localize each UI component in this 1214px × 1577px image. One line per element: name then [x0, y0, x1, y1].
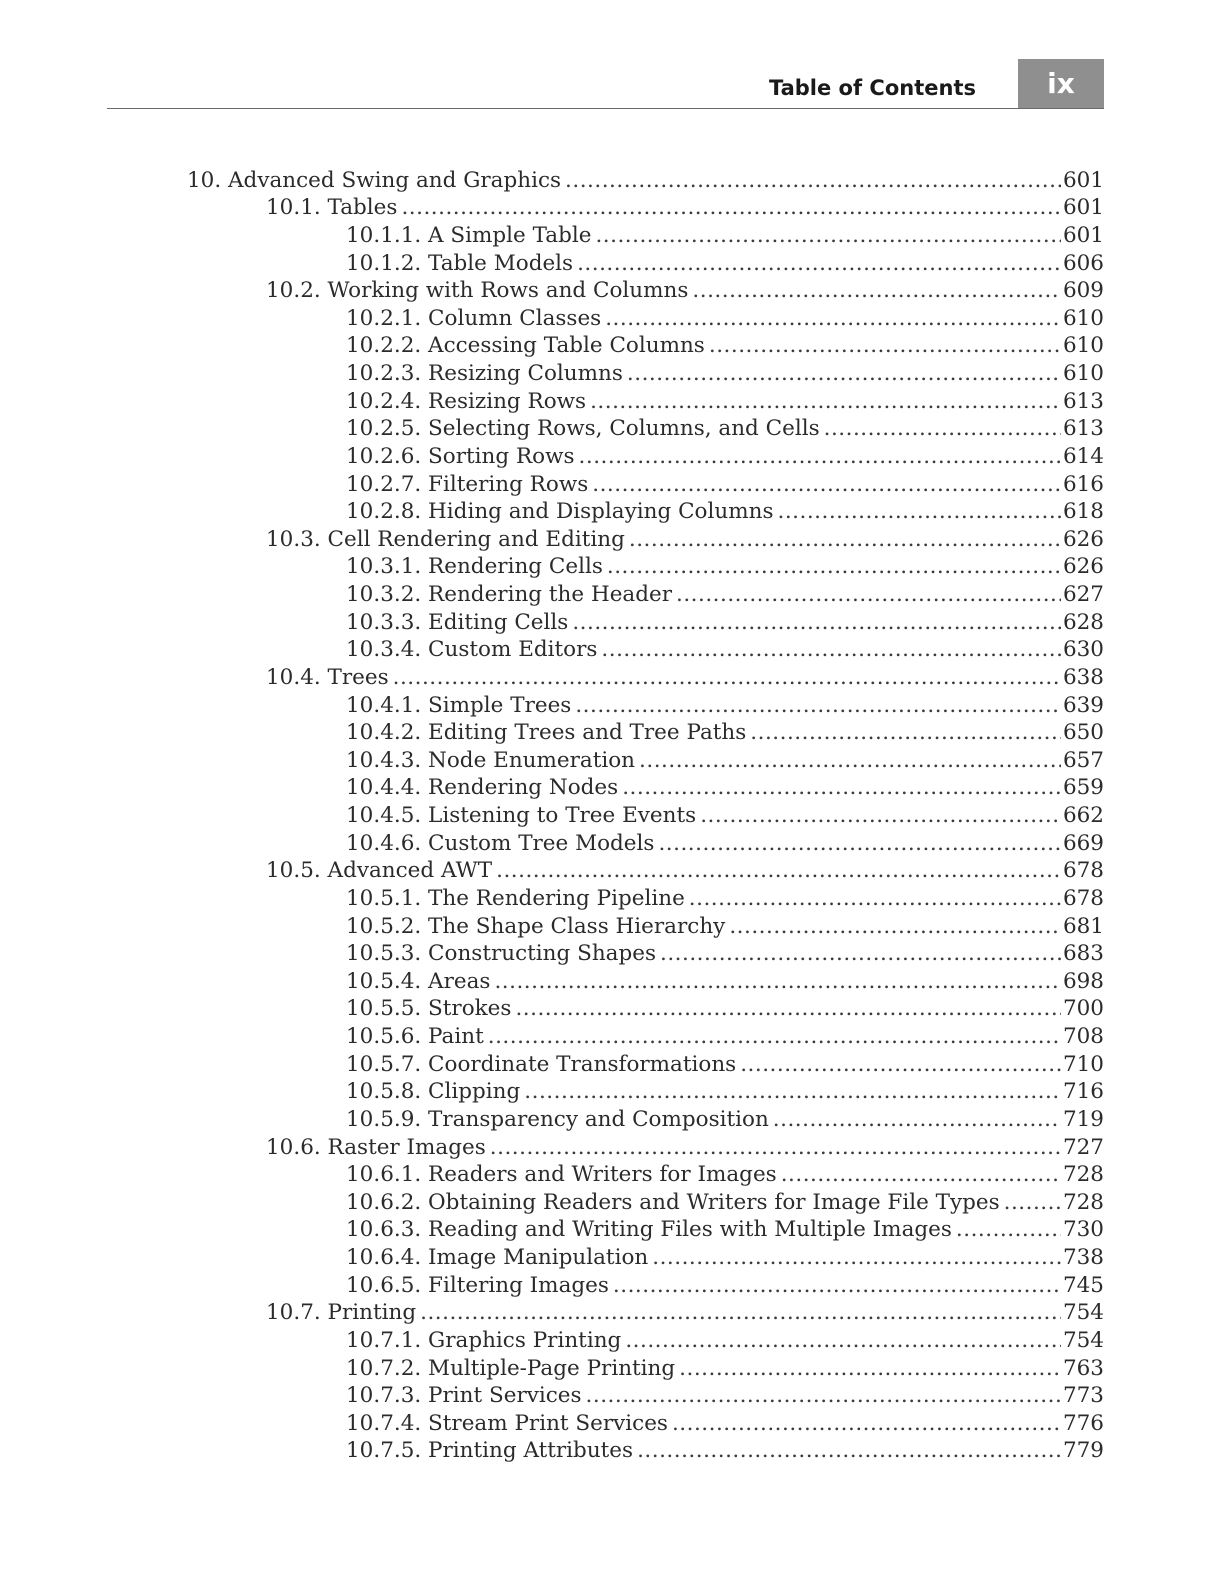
- toc-entry-title: 10.1. Tables: [266, 195, 398, 221]
- toc-entry[interactable]: [0, 967, 1214, 995]
- page-number: ix: [1047, 67, 1075, 100]
- toc-entry-page: 616: [1062, 471, 1104, 497]
- toc-entry[interactable]: [0, 801, 1214, 829]
- toc-entry-title: 10.7.1. Graphics Printing: [346, 1327, 622, 1353]
- toc-dot-leader: [629, 526, 1061, 553]
- toc-entry-title: 10.2.2. Accessing Table Columns: [346, 333, 705, 359]
- toc-dot-leader: [586, 1382, 1061, 1409]
- toc-entry-title: 10.3.3. Editing Cells: [346, 609, 569, 635]
- toc-entry-page: 700: [1062, 996, 1104, 1022]
- toc-dot-leader: [613, 1272, 1061, 1299]
- toc-entry-title: 10.4.6. Custom Tree Models: [346, 830, 655, 856]
- toc-dot-leader: [393, 664, 1061, 691]
- toc-entry[interactable]: [0, 194, 1214, 222]
- toc-entry[interactable]: [0, 884, 1214, 912]
- toc-entry[interactable]: [0, 277, 1214, 305]
- toc-entry[interactable]: [0, 663, 1214, 691]
- toc-dot-leader: [660, 940, 1061, 967]
- toc-dot-leader: [676, 581, 1061, 608]
- toc-entry-page: 613: [1062, 416, 1104, 442]
- toc-entry-title: 10.5.1. The Rendering Pipeline: [346, 885, 685, 911]
- toc-entry[interactable]: [0, 304, 1214, 332]
- toc-entry-title: 10.6.2. Obtaining Readers and Writers for Image File Types: [346, 1189, 1000, 1215]
- toc-entry-title: 10.2. Working with Rows and Columns: [266, 278, 689, 304]
- toc-entry[interactable]: [0, 1271, 1214, 1299]
- toc-entry-page: 606: [1062, 250, 1104, 276]
- toc-entry-title: 10.3. Cell Rendering and Editing: [266, 526, 625, 552]
- toc-entry[interactable]: [0, 580, 1214, 608]
- toc-entry-title: 10.7.4. Stream Print Services: [346, 1410, 668, 1436]
- toc-entry[interactable]: [0, 1105, 1214, 1133]
- toc-entry-page: 601: [1062, 167, 1104, 193]
- toc-dot-leader: [601, 636, 1061, 663]
- toc-entry-title: 10.1.1. A Simple Table: [346, 222, 592, 248]
- toc-entry-title: 10.4.4. Rendering Nodes: [346, 775, 619, 801]
- toc-entry[interactable]: [0, 912, 1214, 940]
- toc-entry[interactable]: [0, 608, 1214, 636]
- toc-dot-leader: [956, 1216, 1061, 1243]
- toc-entry-title: 10.5.7. Coordinate Transformations: [346, 1051, 737, 1077]
- toc-entry-title: 10.4.3. Node Enumeration: [346, 747, 636, 773]
- toc-dot-leader: [652, 1244, 1061, 1271]
- toc-entry-title: 10.5. Advanced AWT: [266, 858, 493, 884]
- toc-entry-page: 610: [1062, 333, 1104, 359]
- toc-dot-leader: [622, 774, 1061, 801]
- toc-entry[interactable]: [0, 995, 1214, 1023]
- toc-entry-title: 10.7.3. Print Services: [346, 1383, 582, 1409]
- toc-entry-page: 728: [1062, 1189, 1104, 1215]
- toc-dot-leader: [729, 913, 1061, 940]
- toc-entry-title: 10.4.1. Simple Trees: [346, 692, 572, 718]
- toc-entry-page: 716: [1062, 1079, 1104, 1105]
- toc-entry-title: 10.5.9. Transparency and Composition: [346, 1106, 769, 1132]
- toc-entry[interactable]: [0, 415, 1214, 443]
- toc-entry[interactable]: [0, 442, 1214, 470]
- toc-dot-leader: [627, 360, 1061, 387]
- toc-dot-leader: [639, 747, 1061, 774]
- toc-entry-title: 10.2.8. Hiding and Displaying Columns: [346, 499, 774, 525]
- toc-entry-title: 10.1.2. Table Models: [346, 250, 574, 276]
- toc-entry-title: 10. Advanced Swing and Graphics: [187, 167, 562, 193]
- toc-entry-title: 10.2.5. Selecting Rows, Columns, and Cells: [346, 416, 820, 442]
- toc-entry-page: 626: [1062, 554, 1104, 580]
- toc-entry[interactable]: [0, 1326, 1214, 1354]
- toc-entry-page: 754: [1062, 1300, 1104, 1326]
- toc-entry-page: 763: [1062, 1355, 1104, 1381]
- toc-dot-leader: [689, 885, 1061, 912]
- toc-entry-title: 10.6.3. Reading and Writing Files with Multiple Images: [346, 1217, 952, 1243]
- toc-dot-leader: [488, 1023, 1061, 1050]
- toc-dot-leader: [420, 1299, 1061, 1326]
- toc-entry-title: 10.5.3. Constructing Shapes: [346, 941, 657, 967]
- toc-entry[interactable]: [0, 1078, 1214, 1106]
- toc-entry[interactable]: [0, 940, 1214, 968]
- toc-entry[interactable]: [0, 1050, 1214, 1078]
- toc-entry[interactable]: [0, 746, 1214, 774]
- toc-dot-leader: [672, 1410, 1061, 1437]
- toc-entry-page: 678: [1062, 885, 1104, 911]
- toc-entry-title: 10.4.2. Editing Trees and Tree Paths: [346, 720, 747, 746]
- toc-entry-title: 10.3.1. Rendering Cells: [346, 554, 603, 580]
- toc-dot-leader: [824, 415, 1061, 442]
- toc-dot-leader: [740, 1051, 1061, 1078]
- toc-entry-page: 626: [1062, 526, 1104, 552]
- toc-dot-leader: [658, 830, 1061, 857]
- toc-entry-page: 627: [1062, 582, 1104, 607]
- toc-dot-leader: [590, 388, 1061, 415]
- toc-entry[interactable]: [0, 470, 1214, 498]
- toc-dot-leader: [692, 277, 1061, 304]
- header-rule: [107, 108, 1104, 109]
- toc-entry[interactable]: [0, 498, 1214, 526]
- toc-entry[interactable]: [0, 1299, 1214, 1327]
- running-header-title: Table of Contents: [768, 76, 976, 100]
- toc-entry[interactable]: [0, 1382, 1214, 1410]
- toc-entry-page: 745: [1062, 1272, 1104, 1298]
- toc-entry[interactable]: [0, 1437, 1214, 1465]
- toc-entry[interactable]: [0, 1133, 1214, 1161]
- toc-dot-leader: [572, 609, 1061, 636]
- toc-entry-title: 10.2.3. Resizing Columns: [346, 361, 623, 386]
- toc-entry-title: 10.3.2. Rendering the Header: [346, 582, 672, 607]
- toc-entry-title: 10.4.5. Listening to Tree Events: [346, 803, 697, 828]
- toc-entry[interactable]: [0, 166, 1214, 194]
- toc-entry[interactable]: [0, 774, 1214, 802]
- toc-dot-leader: [592, 471, 1061, 498]
- toc-entry[interactable]: [0, 1409, 1214, 1437]
- toc-dot-leader: [577, 250, 1061, 277]
- toc-entry-title: 10.6.4. Image Manipulation: [346, 1245, 649, 1270]
- toc-dot-leader: [781, 1161, 1061, 1188]
- toc-dot-leader: [605, 305, 1061, 332]
- toc-dot-leader: [773, 1106, 1061, 1133]
- toc-entry-title: 10.5.8. Clipping: [346, 1079, 521, 1105]
- toc-entry-page: 730: [1062, 1217, 1104, 1243]
- toc-dot-leader: [637, 1437, 1061, 1464]
- toc-dot-leader: [709, 332, 1061, 359]
- toc-entry[interactable]: [0, 1022, 1214, 1050]
- toc-entry-page: 727: [1062, 1134, 1104, 1160]
- toc-entry-page: 618: [1062, 499, 1104, 525]
- toc-entry-title: 10.4. Trees: [266, 664, 389, 690]
- toc-entry[interactable]: [0, 1161, 1214, 1189]
- toc-entry-page: 738: [1062, 1245, 1104, 1270]
- toc-entry-title: 10.2.7. Filtering Rows: [346, 471, 589, 497]
- toc-entry-title: 10.2.4. Resizing Rows: [346, 388, 587, 414]
- toc-dot-leader: [490, 1134, 1061, 1161]
- page-number-box: [1018, 59, 1104, 109]
- toc-dot-leader: [679, 1355, 1061, 1382]
- toc-entry-title: 10.6.1. Readers and Writers for Images: [346, 1162, 777, 1188]
- toc-entry[interactable]: [0, 332, 1214, 360]
- toc-entry-page: 678: [1062, 858, 1104, 884]
- toc-entry[interactable]: [0, 525, 1214, 553]
- toc-entry-page: 610: [1062, 361, 1104, 386]
- toc-entry[interactable]: [0, 829, 1214, 857]
- toc-dot-leader: [777, 498, 1060, 525]
- toc-entry-page: 683: [1062, 941, 1104, 967]
- toc-entry[interactable]: [0, 221, 1214, 249]
- toc-entry-title: 10.2.1. Column Classes: [346, 305, 602, 331]
- toc-entry-title: 10.3.4. Custom Editors: [346, 637, 598, 663]
- toc-dot-leader: [700, 802, 1061, 829]
- toc-entry[interactable]: [0, 387, 1214, 415]
- toc-entry-page: 669: [1062, 830, 1104, 856]
- toc-entry[interactable]: [0, 249, 1214, 277]
- toc-entry-page: 601: [1062, 222, 1104, 248]
- toc-entry-page: 698: [1062, 968, 1104, 994]
- toc-dot-leader: [1004, 1189, 1061, 1216]
- toc-entry-title: 10.7.2. Multiple-Page Printing: [346, 1355, 676, 1381]
- toc-entry-page: 728: [1062, 1162, 1104, 1188]
- toc-entry-title: 10.6. Raster Images: [266, 1134, 486, 1160]
- toc-entry-title: 10.5.6. Paint: [346, 1024, 484, 1049]
- toc-entry-page: 657: [1062, 747, 1104, 773]
- toc-entry-page: 776: [1062, 1410, 1104, 1436]
- toc-entry[interactable]: [0, 1354, 1214, 1382]
- toc-dot-leader: [515, 995, 1061, 1022]
- toc-dot-leader: [595, 222, 1060, 249]
- toc-entry[interactable]: [0, 857, 1214, 885]
- toc-dot-leader: [494, 968, 1061, 995]
- table-of-contents: [0, 166, 1214, 1464]
- toc-dot-leader: [607, 553, 1061, 580]
- toc-entry-page: 773: [1062, 1383, 1104, 1409]
- toc-dot-leader: [625, 1327, 1061, 1354]
- toc-entry[interactable]: [0, 1188, 1214, 1216]
- toc-entry-page: 609: [1062, 278, 1104, 304]
- toc-entry[interactable]: [0, 636, 1214, 664]
- toc-entry-page: 779: [1062, 1438, 1104, 1464]
- toc-entry-page: 710: [1062, 1051, 1104, 1077]
- toc-dot-leader: [579, 443, 1061, 470]
- toc-entry-title: 10.5.2. The Shape Class Hierarchy: [346, 913, 726, 939]
- toc-entry-page: 662: [1062, 803, 1104, 828]
- toc-dot-leader: [565, 167, 1061, 194]
- toc-entry-page: 613: [1062, 388, 1104, 414]
- toc-dot-leader: [401, 194, 1061, 221]
- toc-entry-title: 10.5.5. Strokes: [346, 996, 512, 1022]
- toc-dot-leader: [750, 719, 1061, 746]
- toc-entry-page: 719: [1062, 1106, 1104, 1132]
- toc-dot-leader: [496, 857, 1061, 884]
- toc-entry-title: 10.2.6. Sorting Rows: [346, 443, 575, 469]
- toc-entry[interactable]: [0, 553, 1214, 581]
- toc-dot-leader: [524, 1078, 1061, 1105]
- toc-entry-page: 754: [1062, 1327, 1104, 1353]
- toc-entry-page: 638: [1062, 664, 1104, 690]
- toc-entry-title: 10.5.4. Areas: [346, 968, 491, 994]
- toc-entry-title: 10.7. Printing: [266, 1300, 417, 1326]
- toc-entry-page: 639: [1062, 692, 1104, 718]
- toc-entry[interactable]: [0, 359, 1214, 387]
- toc-entry-title: 10.7.5. Printing Attributes: [346, 1438, 634, 1464]
- toc-entry[interactable]: [0, 1216, 1214, 1244]
- toc-entry-page: 610: [1062, 305, 1104, 331]
- toc-entry-page: 650: [1062, 720, 1104, 746]
- toc-entry-page: 630: [1062, 637, 1104, 663]
- toc-entry[interactable]: [0, 1243, 1214, 1271]
- toc-entry-page: 614: [1062, 443, 1104, 469]
- toc-entry[interactable]: [0, 719, 1214, 747]
- toc-entry-page: 681: [1062, 913, 1104, 939]
- toc-entry-title: 10.6.5. Filtering Images: [346, 1272, 609, 1298]
- toc-entry-page: 708: [1062, 1024, 1104, 1049]
- toc-entry[interactable]: [0, 691, 1214, 719]
- toc-entry-page: 659: [1062, 775, 1104, 801]
- toc-entry-page: 628: [1062, 609, 1104, 635]
- toc-entry-page: 601: [1062, 195, 1104, 221]
- toc-dot-leader: [575, 692, 1061, 719]
